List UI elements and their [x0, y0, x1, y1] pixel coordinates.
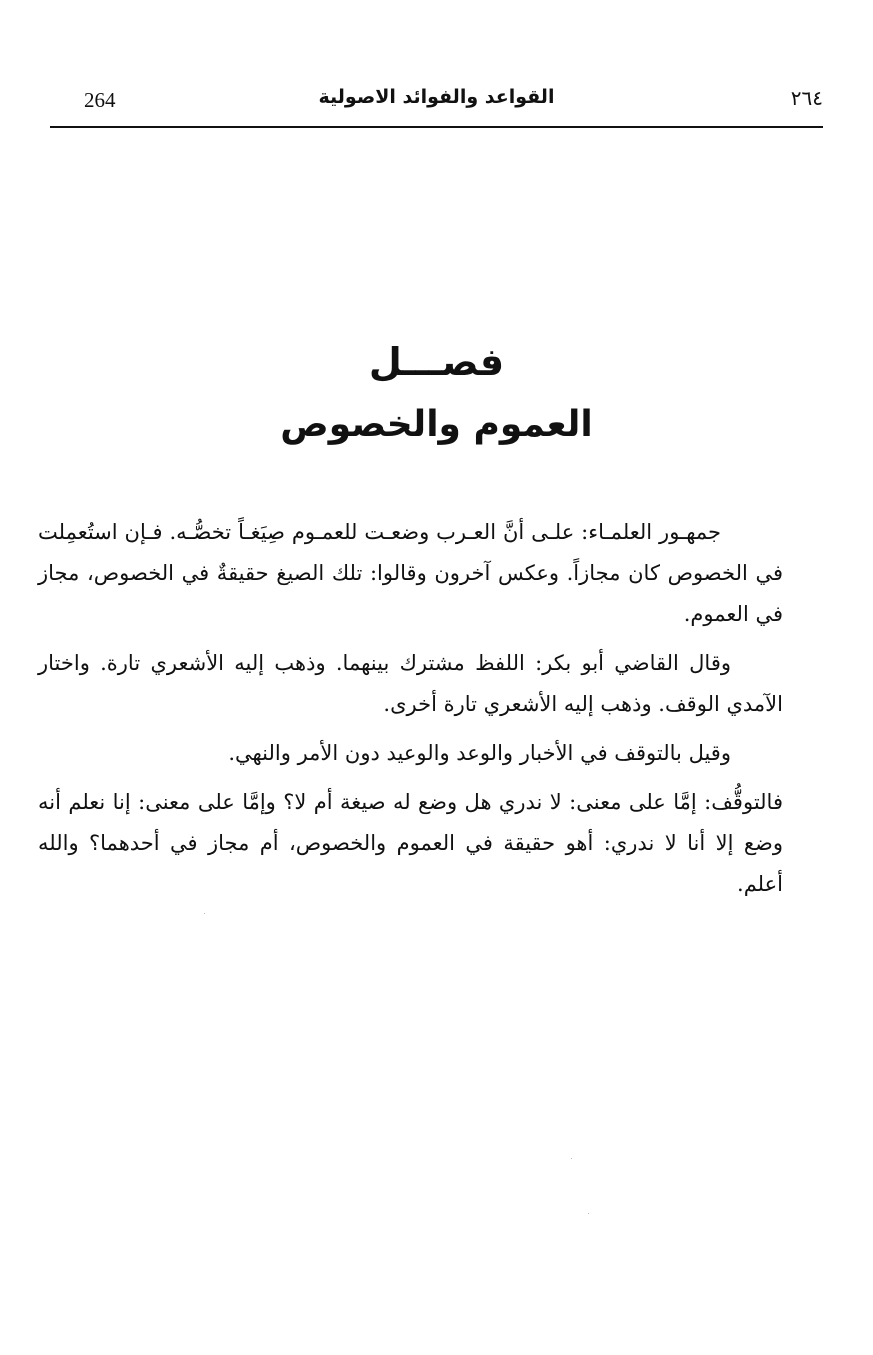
paragraph-tawaqquf-view: وقيل بالتوقف في الأخبار والوعد والوعيد دون الأمر والنهي. [228, 741, 731, 765]
running-header [50, 86, 823, 118]
header-divider [50, 126, 823, 128]
paragraph-qadi-view: وقال القاضي أبو بكر: اللفظ مشترك بينهما. وذهب إليه الأشعري تارة. واختار الآمدي الوقف. وذهب إليه الأشعري تارة أخرى. [38, 651, 783, 716]
section-label: فصـــل [368, 340, 505, 384]
paragraph-tawaqquf-explanation: فالتوقُّف: إمَّا على معنى: لا ندري هل وضع له صيغة أم لا؟ وإمَّا على معنى: إنا نعلم أنه وضع إلا أنا لا ندري: أهو حقيقة في العموم والخصوص، أم مجاز في أحدهما؟ والله أعلم. [38, 790, 783, 896]
running-title: القواعد والفوائد الاصولية [318, 86, 555, 108]
scan-speck [571, 1158, 572, 1159]
section-title: العموم والخصوص [280, 404, 593, 445]
page-number-arabic: ٢٦٤ [790, 86, 823, 110]
scan-speck [588, 1213, 589, 1214]
page-number-latin: 264 [84, 88, 116, 112]
scan-speck [204, 913, 205, 914]
body-text [38, 512, 783, 913]
paragraph-majority-view: جمهـور العلمـاء: علـى أنَّ العـرب وضعـت للعمـوم صِيَغـاً تخصُّـه. فـإن استُعمِلت في الخصوص كان مجازاً. وعكس آخرون وقالوا: تلك الصيغ حقيقةٌ في الخصوص، مجاز في العموم. [38, 520, 783, 626]
